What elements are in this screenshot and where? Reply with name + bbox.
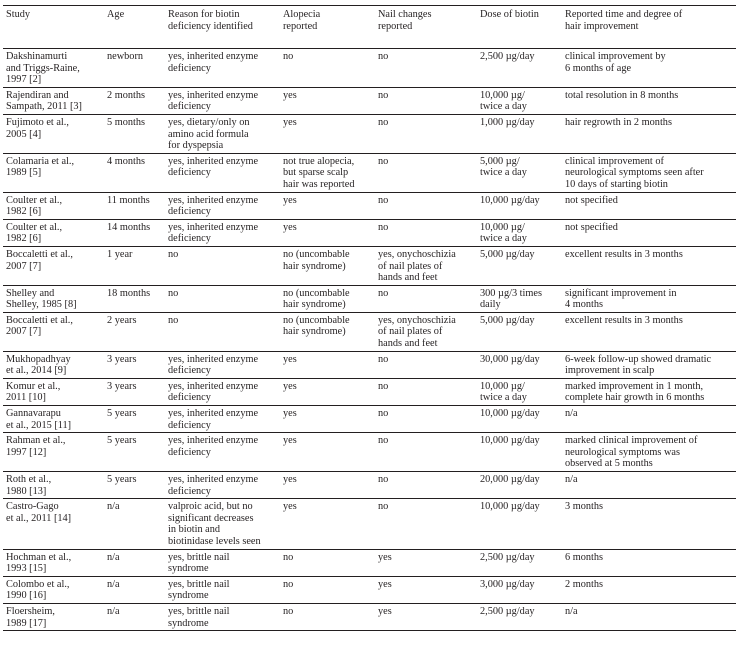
cell-dose: 10,000 µg/day — [480, 408, 540, 420]
cell-alopecia: yes — [283, 435, 297, 447]
cell-reason: yes, inherited enzyme deficiency — [168, 194, 259, 218]
cell-improvement: not specified — [565, 221, 618, 233]
cell-dose: 10,000 µg/ twice a day — [480, 380, 527, 404]
cell-improvement: 3 months — [565, 501, 604, 513]
cell-improvement: 2 months — [565, 578, 604, 590]
table-row — [3, 433, 736, 472]
cell-reason: yes, inherited enzyme deficiency — [168, 435, 259, 458]
cell-nail-changes: no — [378, 353, 389, 365]
cell-nail-changes: no — [378, 89, 389, 101]
cell-age: 14 months — [107, 221, 151, 233]
cell-study: Castro-Gago et al., 2011 [14] — [6, 501, 72, 524]
cell-improvement: marked clinical improvement of neurological symptoms was observed at 5 months — [565, 435, 698, 470]
cell-dose: 5,000 µg/day — [480, 314, 535, 326]
cell-age: 5 months — [107, 116, 146, 128]
header-dose: Dose of biotin — [480, 9, 539, 20]
cell-reason: yes, inherited enzyme deficiency — [168, 408, 259, 431]
cell-alopecia: no (uncombable hair syndrome) — [283, 248, 350, 272]
cell-improvement: n/a — [565, 474, 578, 485]
table-row — [3, 87, 736, 114]
cell-dose: 2,500 µg/day — [480, 51, 535, 62]
cell-age: 18 months — [107, 287, 151, 299]
cell-study: Fujimoto et al., 2005 [4] — [6, 116, 69, 140]
header-row — [3, 6, 736, 49]
cell-study: Roth et al., 1980 [13] — [6, 474, 52, 497]
cell-alopecia: no — [283, 51, 294, 62]
cell-age: 5 years — [107, 474, 137, 485]
cell-dose: 30,000 µg/day — [480, 353, 540, 365]
cell-study: Shelley and Shelley, 1985 [8] — [6, 287, 77, 311]
cell-alopecia: no — [283, 605, 294, 617]
cell-age: 11 months — [107, 194, 150, 206]
cell-improvement: significant improvement in 4 months — [565, 287, 677, 311]
cell-alopecia: not true alopecia, but sparse scalp hair was reported — [283, 155, 355, 190]
cell-study: Hochman et al., 1993 [15] — [6, 551, 72, 575]
header-nail-changes: Nail changes reported — [378, 9, 432, 32]
cell-nail-changes: yes, onychoschizia of nail plates of hands and feet — [378, 248, 456, 284]
cell-study: Boccaletti et al., 2007 [7] — [6, 248, 73, 272]
header-age: Age — [107, 9, 125, 20]
cell-improvement: not specified — [565, 194, 618, 206]
cell-study: Gannavarapu et al., 2015 [11] — [6, 408, 72, 431]
cell-reason: valproic acid, but no significant decreases in biotin and biotinidase levels seen — [168, 501, 261, 547]
cell-study: Mukhopadhyay et al., 2014 [9] — [6, 353, 71, 377]
cell-age: 4 months — [107, 155, 146, 167]
cell-nail-changes: no — [378, 51, 389, 62]
cell-nail-changes: no — [378, 287, 389, 299]
cell-nail-changes: no — [378, 474, 389, 485]
table-row — [3, 114, 736, 153]
cell-reason: yes, inherited enzyme deficiency — [168, 51, 259, 74]
cell-reason: yes, brittle nail syndrome — [168, 578, 230, 602]
cell-alopecia: no — [283, 578, 294, 590]
header-alopecia: Alopecia reported — [283, 9, 321, 32]
cell-study: Komur et al., 2011 [10] — [6, 380, 61, 404]
cell-reason: yes, dietary/only on amino acid formula for dyspepsia — [168, 116, 250, 152]
cell-reason: no — [168, 314, 179, 326]
cell-study: Colombo et al., 1990 [16] — [6, 578, 70, 602]
cell-study: Colamaria et al., 1989 [5] — [6, 155, 75, 179]
cell-study: Boccaletti et al., 2007 [7] — [6, 314, 73, 338]
table-row — [3, 576, 736, 603]
cell-nail-changes: yes — [378, 605, 392, 617]
table-row — [3, 351, 736, 378]
table-row — [3, 312, 736, 351]
cell-study: Dakshinamurti and Triggs-Raine, 1997 [2] — [6, 51, 80, 86]
cell-dose: 5,000 µg/ twice a day — [480, 155, 527, 179]
cell-dose: 5,000 µg/day — [480, 248, 535, 260]
cell-age: 5 years — [107, 408, 137, 420]
cell-improvement: n/a — [565, 408, 578, 420]
cell-alopecia: yes — [283, 353, 297, 365]
cell-alopecia: yes — [283, 474, 297, 485]
cell-improvement: 6-week follow-up showed dramatic improvement in scalp — [565, 353, 712, 377]
cell-alopecia: yes — [283, 194, 297, 206]
cell-age: newborn — [107, 51, 144, 62]
cell-nail-changes: no — [378, 380, 389, 392]
table-row — [3, 192, 736, 219]
cell-improvement: excellent results in 3 months — [565, 248, 683, 260]
cell-dose: 10,000 µg/ twice a day — [480, 221, 527, 245]
cell-reason: yes, inherited enzyme deficiency — [168, 380, 259, 404]
cell-alopecia: no — [283, 551, 294, 563]
cell-dose: 2,500 µg/day — [480, 551, 535, 563]
cell-nail-changes: no — [378, 221, 389, 233]
cell-reason: yes, brittle nail syndrome — [168, 605, 230, 629]
cell-nail-changes: no — [378, 116, 389, 128]
cell-dose: 10,000 µg/day — [480, 435, 540, 447]
cell-age: n/a — [107, 605, 120, 617]
cell-reason: yes, inherited enzyme deficiency — [168, 474, 259, 497]
cell-dose: 300 µg/3 times daily — [480, 287, 542, 311]
cell-alopecia: no (uncombable hair syndrome) — [283, 287, 350, 311]
cell-age: n/a — [107, 578, 120, 590]
cell-improvement: n/a — [565, 605, 578, 617]
table-row — [3, 406, 736, 433]
cell-reason: yes, inherited enzyme deficiency — [168, 89, 259, 113]
cell-reason: yes, inherited enzyme deficiency — [168, 353, 259, 377]
table-row — [3, 378, 736, 405]
cell-nail-changes: no — [378, 408, 389, 420]
cell-dose: 1,000 µg/day — [480, 116, 535, 128]
cell-study: Coulter et al., 1982 [6] — [6, 221, 63, 245]
cell-alopecia: yes — [283, 221, 297, 233]
header-improvement: Reported time and degree of hair improvement — [565, 9, 683, 32]
table-row — [3, 49, 736, 88]
cell-study: Rajendiran and Sampath, 2011 [3] — [6, 89, 82, 113]
cell-study: Floersheim, 1989 [17] — [6, 605, 55, 629]
cell-nail-changes: no — [378, 501, 389, 513]
biotin-studies-table — [3, 5, 736, 631]
cell-study: Rahman et al., 1997 [12] — [6, 435, 66, 458]
table-row — [3, 472, 736, 499]
cell-age: n/a — [107, 501, 120, 513]
cell-age: 3 years — [107, 353, 137, 365]
header-reason: Reason for biotin deficiency identified — [168, 9, 253, 32]
cell-alopecia: yes — [283, 408, 297, 420]
cell-age: 5 years — [107, 435, 137, 447]
cell-reason: no — [168, 287, 179, 299]
cell-dose: 2,500 µg/day — [480, 605, 535, 617]
cell-age: 3 years — [107, 380, 137, 392]
cell-reason: yes, brittle nail syndrome — [168, 551, 230, 575]
cell-age: 1 year — [107, 248, 133, 260]
cell-alopecia: no (uncombable hair syndrome) — [283, 314, 350, 338]
table-row — [3, 285, 736, 312]
table-row — [3, 153, 736, 192]
cell-age: 2 months — [107, 89, 146, 101]
cell-dose: 10,000 µg/ twice a day — [480, 89, 527, 113]
cell-improvement: clinical improvement of neurological symptoms seen after 10 days of starting biotin — [565, 155, 704, 190]
cell-reason: yes, inherited enzyme deficiency — [168, 155, 259, 179]
cell-alopecia: yes — [283, 501, 297, 513]
cell-improvement: clinical improvement by 6 months of age — [565, 51, 666, 74]
cell-nail-changes: yes, onychoschizia of nail plates of hands and feet — [378, 314, 456, 350]
cell-nail-changes: no — [378, 194, 389, 206]
cell-nail-changes: no — [378, 155, 389, 167]
table-row — [3, 219, 736, 246]
table-body — [3, 49, 736, 631]
cell-study: Coulter et al., 1982 [6] — [6, 194, 63, 218]
header-study: Study — [6, 9, 31, 20]
cell-dose: 3,000 µg/day — [480, 578, 535, 590]
cell-age: n/a — [107, 551, 120, 563]
table-row — [3, 603, 736, 630]
cell-alopecia: yes — [283, 89, 297, 101]
cell-reason: yes, inherited enzyme deficiency — [168, 221, 259, 245]
cell-nail-changes: no — [378, 435, 389, 447]
cell-improvement: total resolution in 8 months — [565, 89, 679, 101]
cell-reason: no — [168, 248, 179, 260]
cell-improvement: 6 months — [565, 551, 604, 563]
table-header — [3, 6, 736, 49]
cell-alopecia: yes — [283, 116, 297, 128]
cell-dose: 10,000 µg/day — [480, 194, 540, 206]
table-row — [3, 499, 736, 549]
cell-nail-changes: yes — [378, 578, 392, 590]
cell-dose: 10,000 µg/day — [480, 501, 540, 513]
table-row — [3, 246, 736, 285]
cell-nail-changes: yes — [378, 551, 392, 563]
cell-improvement: marked improvement in 1 month, complete hair growth in 6 months — [565, 380, 705, 404]
cell-improvement: excellent results in 3 months — [565, 314, 683, 326]
cell-age: 2 years — [107, 314, 137, 326]
cell-dose: 20,000 µg/day — [480, 474, 540, 485]
table-row — [3, 549, 736, 576]
cell-alopecia: yes — [283, 380, 297, 392]
cell-improvement: hair regrowth in 2 months — [565, 116, 672, 128]
